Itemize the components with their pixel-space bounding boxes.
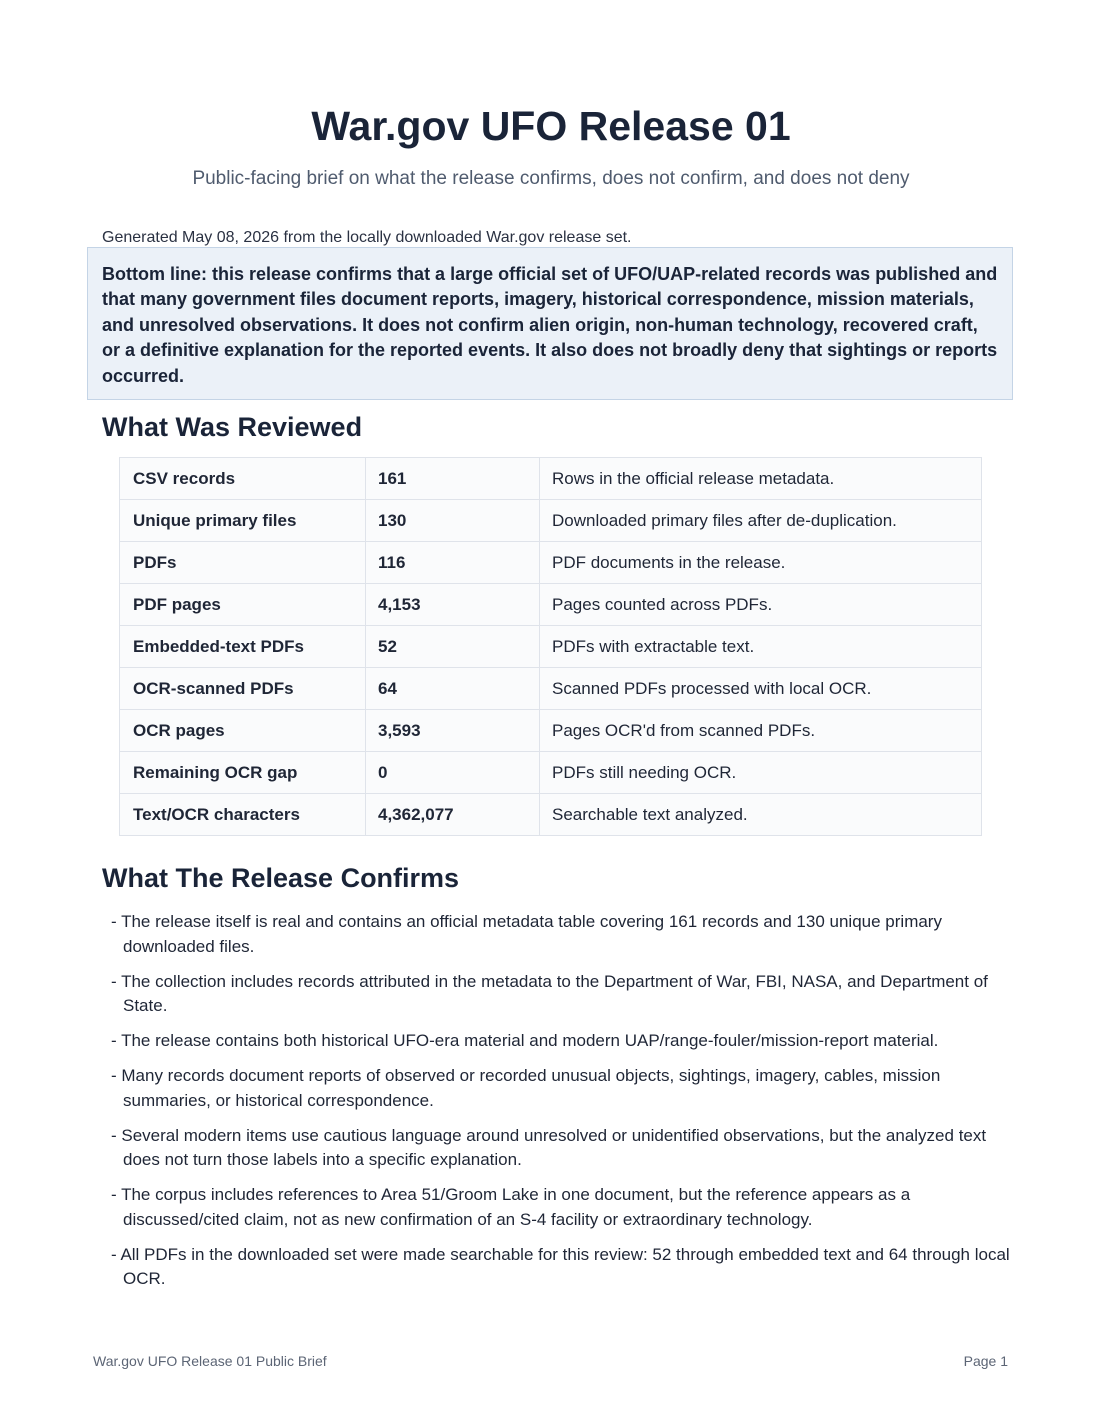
row-description: Pages OCR'd from scanned PDFs. bbox=[540, 710, 982, 752]
table-row bbox=[120, 752, 982, 794]
section-heading-confirms: What The Release Confirms bbox=[102, 863, 460, 893]
list-item: - The collection includes records attributed in the metadata to the Department of War, FBI, NASA, and Department of State. bbox=[111, 971, 988, 1015]
row-label: Embedded-text PDFs bbox=[120, 626, 366, 668]
row-value: 130 bbox=[366, 500, 540, 542]
row-label: Unique primary files bbox=[120, 500, 366, 542]
reviewed-table bbox=[119, 457, 982, 836]
list-item: - The corpus includes references to Area 51/Groom Lake in one document, but the reference appears as a discussed/cited claim, not as new confirmation of an S-4 facility or extraordinary technology. bbox=[111, 1185, 911, 1229]
section-heading-reviewed: What Was Reviewed bbox=[102, 412, 363, 442]
table-row bbox=[120, 584, 982, 626]
generated-note: Generated May 08, 2026 from the locally downloaded War.gov release set. bbox=[102, 229, 632, 246]
row-label: PDF pages bbox=[120, 584, 366, 626]
row-description: Pages counted across PDFs. bbox=[540, 584, 982, 626]
table-row bbox=[120, 626, 982, 668]
table-row bbox=[120, 668, 982, 710]
bottom-line-callout: Bottom line: this release confirms that a large official set of UFO/UAP-related records was published and that many government files document reports, imagery, historical correspondence, mission materials, and unresolved observations. It does not confirm alien origin, non-human technology, recovered craft, or a definitive explanation for the reported events. It also does not broadly deny that sightings or reports occurred. bbox=[87, 247, 1013, 400]
row-label: OCR pages bbox=[120, 710, 366, 752]
row-value: 4,153 bbox=[366, 584, 540, 626]
row-label: CSV records bbox=[120, 458, 366, 500]
row-label: Text/OCR characters bbox=[120, 794, 366, 836]
row-value: 64 bbox=[366, 668, 540, 710]
row-description: PDFs still needing OCR. bbox=[540, 752, 982, 794]
table-row bbox=[120, 710, 982, 752]
table-row bbox=[120, 458, 982, 500]
row-description: PDF documents in the release. bbox=[540, 542, 982, 584]
row-value: 116 bbox=[366, 542, 540, 584]
footer-document-name: War.gov UFO Release 01 Public Brief bbox=[93, 1353, 327, 1369]
page-title: War.gov UFO Release 01 bbox=[311, 103, 791, 149]
row-value: 161 bbox=[366, 458, 540, 500]
table-row bbox=[120, 794, 982, 836]
confirms-list bbox=[107, 910, 1012, 1302]
row-description: Searchable text analyzed. bbox=[540, 794, 982, 836]
row-label: OCR-scanned PDFs bbox=[120, 668, 366, 710]
row-description: Rows in the official release metadata. bbox=[540, 458, 982, 500]
row-value: 4,362,077 bbox=[366, 794, 540, 836]
list-item: - The release contains both historical UFO-era material and modern UAP/range-fouler/mission-report material. bbox=[111, 1031, 939, 1050]
list-item: - Many records document reports of observed or recorded unusual objects, sightings, imagery, cables, mission summaries, or historical correspondence. bbox=[111, 1066, 941, 1110]
row-value: 3,593 bbox=[366, 710, 540, 752]
list-item: - The release itself is real and contains an official metadata table covering 161 records and 130 unique primary downloaded files. bbox=[111, 912, 942, 956]
footer-page-number: Page 1 bbox=[963, 1353, 1008, 1369]
row-value: 52 bbox=[366, 626, 540, 668]
row-description: PDFs with extractable text. bbox=[540, 626, 982, 668]
row-description: Scanned PDFs processed with local OCR. bbox=[540, 668, 982, 710]
row-label: PDFs bbox=[120, 542, 366, 584]
row-label: Remaining OCR gap bbox=[120, 752, 366, 794]
table-row bbox=[120, 500, 982, 542]
page-subtitle: Public-facing brief on what the release confirms, does not confirm, and does not deny bbox=[192, 168, 910, 189]
row-description: Downloaded primary files after de-duplication. bbox=[540, 500, 982, 542]
table-row bbox=[120, 542, 982, 584]
row-value: 0 bbox=[366, 752, 540, 794]
list-item: - All PDFs in the downloaded set were made searchable for this review: 52 through embedded text and 64 through local OCR. bbox=[111, 1244, 1010, 1288]
list-item: - Several modern items use cautious language around unresolved or unidentified observations, but the analyzed text does not turn those labels into a specific explanation. bbox=[111, 1125, 987, 1169]
